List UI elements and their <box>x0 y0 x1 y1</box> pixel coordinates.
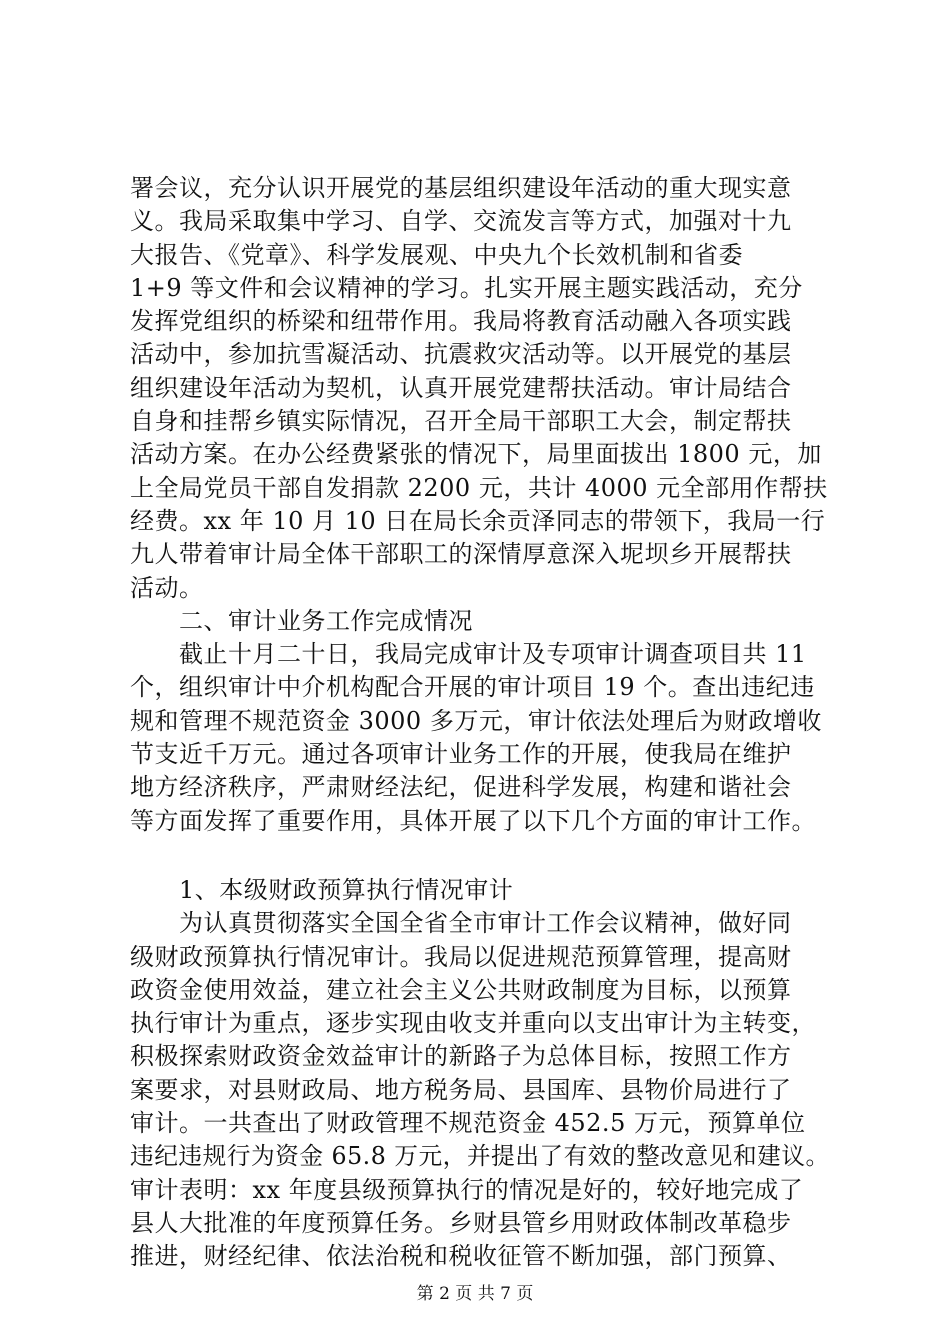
text-line: 审计表明：xx 年度县级预算执行的情况是好的，较好地完成了 <box>130 1175 804 1204</box>
text-line: 活动中，参加抗雪凝活动、抗震救灾活动等。以开展党的基层 <box>130 340 792 369</box>
text-line: 案要求，对县财政局、地方税务局、县国库、县物价局进行了 <box>130 1075 792 1104</box>
text-line: 署会议，充分认识开展党的基层组织建设年活动的重大现实意 <box>130 174 792 202</box>
page-footer: 第 2 页 共 7 页 <box>416 1284 534 1304</box>
text-line: 积极探索财政资金效益审计的新路子为总体目标，按照工作方 <box>130 1042 792 1071</box>
text-line: 地方经济秩序，严肃财经法纪，促进科学发展，构建和谐社会 <box>130 773 792 802</box>
subsection-heading: 1、本级财政预算执行情况审计 <box>130 875 514 904</box>
text-line: 九人带着审计局全体干部职工的深情厚意深入坭坝乡开展帮扶 <box>130 540 792 569</box>
text-line: 执行审计为重点，逐步实现由收支并重向以支出审计为主转变， <box>130 1009 816 1038</box>
text-line: 违纪违规行为资金 65.8 万元，并提出了有效的整改意见和建议。 <box>130 1142 830 1171</box>
text-line: 自身和挂帮乡镇实际情况，召开全局干部职工大会，制定帮扶 <box>130 407 792 436</box>
text-line: 个，组织审计中介机构配合开展的审计项目 19 个。查出违纪违 <box>130 673 815 702</box>
text-line: 审计。一共查出了财政管理不规范资金 452.5 万元，预算单位 <box>130 1109 806 1138</box>
text-line: 大报告、《党章》、科学发展观、中央九个长效机制和省委 <box>130 240 743 269</box>
text-line: 组织建设年活动为契机，认真开展党建帮扶活动。审计局结合 <box>130 373 792 402</box>
text-line: 规和管理不规范资金 3000 多万元，审计依法处理后为财政增收 <box>130 706 822 735</box>
text-line: 1+9 等文件和会议精神的学习。扎实开展主题实践活动，充分 <box>130 273 803 302</box>
text-line: 节支近千万元。通过各项审计业务工作的开展，使我局在维护 <box>130 740 792 769</box>
text-line: 经费。xx 年 10 月 10 日在局长余贡泽同志的带领下，我局一行 <box>130 506 826 535</box>
text-line: 推进，财经纪律、依法治税和税收征管不断加强，部门预算、 <box>130 1242 792 1271</box>
text-line: 活动方案。在办公经费紧张的情况下，局里面拔出 1800 元，加 <box>130 440 822 469</box>
text-line: 截止十月二十日，我局完成审计及专项审计调查项目共 11 <box>130 640 807 669</box>
text-line: 上全局党员干部自发捐款 2200 元，共计 4000 元全部用作帮扶 <box>130 473 828 502</box>
text-line: 县人大批准的年度预算任务。乡财县管乡用财政体制改革稳步 <box>130 1208 792 1237</box>
text-line: 发挥党组织的桥梁和纽带作用。我局将教育活动融入各项实践 <box>130 307 792 336</box>
text-line: 等方面发挥了重要作用，具体开展了以下几个方面的审计工作。 <box>130 806 816 835</box>
text-line: 为认真贯彻落实全国全省全市审计工作会议精神，做好同 <box>130 909 792 938</box>
text-line: 活动。 <box>130 573 204 602</box>
text-line: 政资金使用效益，建立社会主义公共财政制度为目标，以预算 <box>130 975 792 1004</box>
section-heading: 二、审计业务工作完成情况 <box>130 606 473 635</box>
text-line: 级财政预算执行情况审计。我局以促进规范预算管理，提高财 <box>130 942 792 971</box>
text-line: 义。我局采取集中学习、自学、交流发言等方式，加强对十九 <box>130 207 792 236</box>
document-body <box>130 172 830 1274</box>
